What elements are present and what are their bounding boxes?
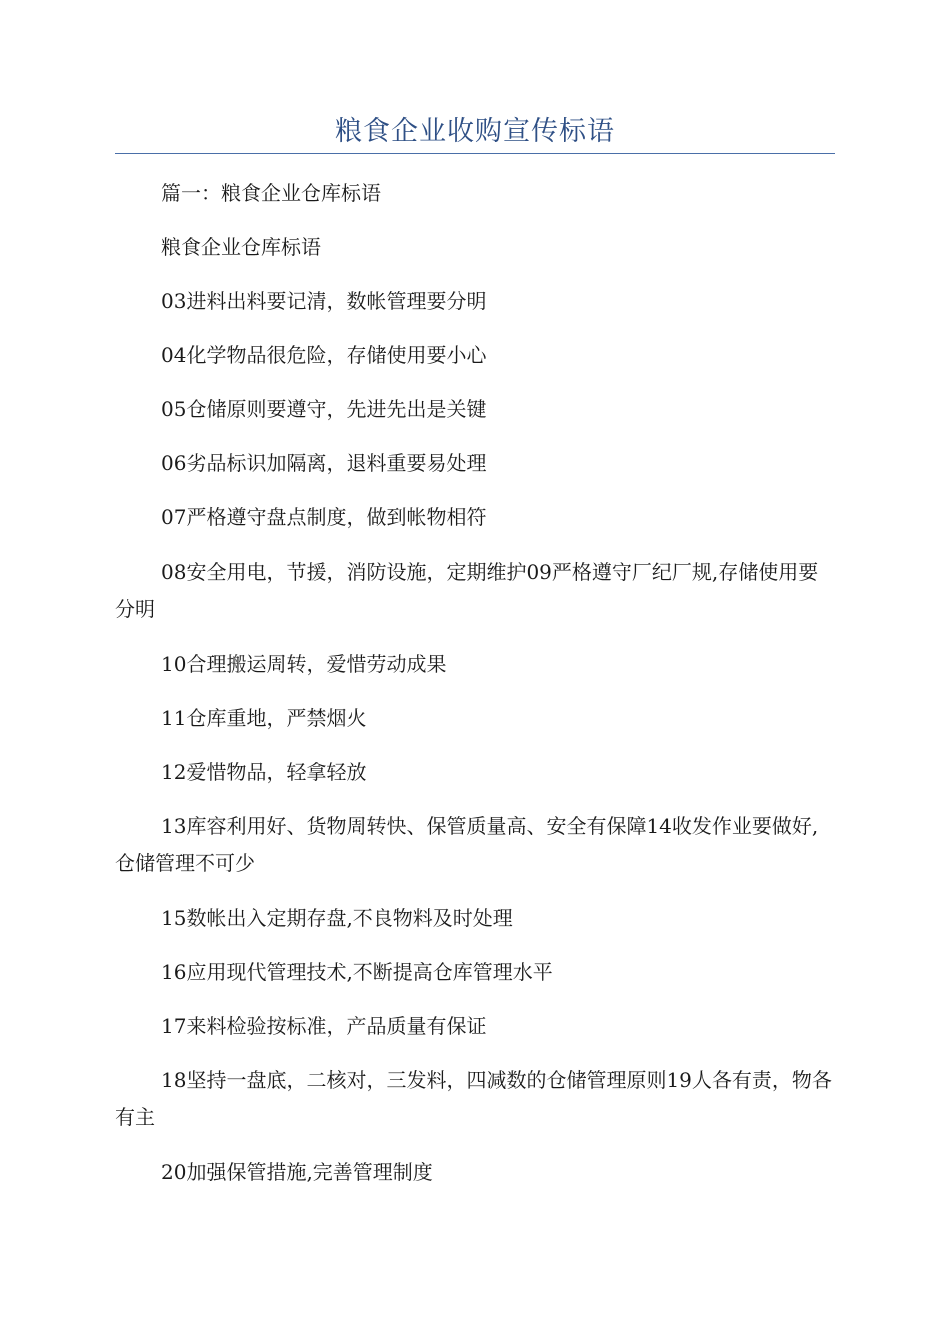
paragraph-section-heading: 篇一：粮食企业仓库标语 [161, 181, 381, 205]
paragraph-slogan: 04化学物品很危险，存储使用要小心 [161, 343, 487, 367]
paragraph-slogan: 18坚持一盘底，二核对，三发料，四减数的仓储管理原则19人各有责，物各有主 [115, 1068, 832, 1129]
paragraph-slogan: 03进料出料要记清，数帐管理要分明 [161, 289, 487, 313]
paragraph-slogan: 15数帐出入定期存盘,不良物料及时处理 [161, 906, 513, 930]
paragraph-subheading: 粮食企业仓库标语 [161, 235, 321, 259]
paragraph-slogan: 10合理搬运周转，爱惜劳动成果 [161, 652, 447, 676]
paragraph-slogan: 06劣品标识加隔离，退料重要易处理 [161, 451, 487, 475]
paragraph-slogan: 13库容利用好、货物周转快、保管质量高、安全有保障14收发作业要做好,仓储管理不可少 [115, 814, 819, 875]
paragraph-slogan: 12爱惜物品，轻拿轻放 [161, 760, 367, 784]
paragraph-slogan: 17来料检验按标准，产品质量有保证 [161, 1014, 487, 1038]
paragraph-slogan: 07严格遵守盘点制度，做到帐物相符 [161, 505, 487, 529]
document-title: 粮食企业收购宣传标语 [335, 116, 615, 147]
paragraph-slogan: 08安全用电，节援，消防设施，定期维护09严格遵守厂纪厂规,存储使用要分明 [115, 560, 819, 621]
title-underline [115, 153, 835, 154]
paragraph-slogan: 16应用现代管理技术,不断提高仓库管理水平 [161, 960, 553, 984]
paragraph-slogan: 05仓储原则要遵守，先进先出是关键 [161, 397, 487, 421]
paragraph-slogan: 20加强保管措施,完善管理制度 [161, 1160, 433, 1184]
paragraph-slogan: 11仓库重地，严禁烟火 [161, 706, 367, 730]
